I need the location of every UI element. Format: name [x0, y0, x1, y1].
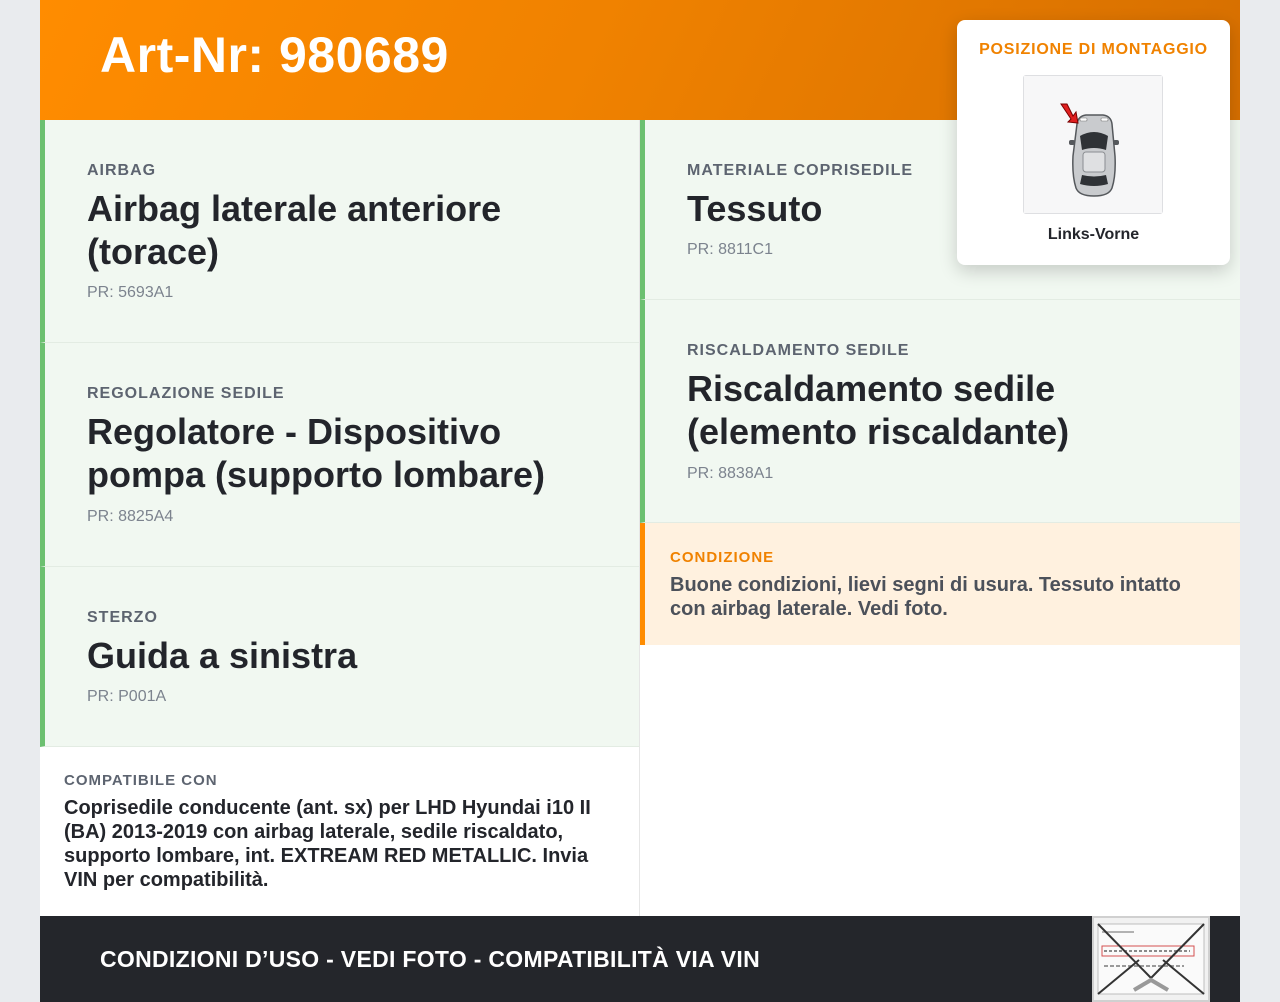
- spec-card-seat-heating: [640, 300, 1240, 523]
- spec-card-seat-adjustment: [40, 343, 639, 567]
- spec-value: Tessuto: [687, 188, 823, 229]
- article-number-title: Art-Nr: 980689: [100, 27, 449, 83]
- vehicle-document-icon[interactable]: [1092, 916, 1210, 1002]
- footer-bar: [40, 916, 1240, 1002]
- car-top-view-icon[interactable]: [1023, 75, 1163, 214]
- condition-note: [640, 523, 1240, 645]
- spec-pr-code: PR: P001A: [87, 688, 167, 705]
- spec-pr-code: PR: 5693A1: [87, 284, 174, 301]
- spec-pr-code: PR: 8811C1: [687, 241, 773, 258]
- condition-label: CONDIZIONE: [670, 549, 775, 566]
- spec-pr-code: PR: 8838A1: [687, 465, 774, 482]
- spec-value: Airbag laterale anteriore (torace): [87, 188, 502, 272]
- spec-label: RISCALDAMENTO SEDILE: [687, 342, 910, 359]
- condition-text: Buone condizioni, lievi segni di usura. Tessuto intatto con airbag laterale. Vedi foto.: [670, 574, 1181, 620]
- spec-card-steering: [40, 567, 639, 747]
- spec-label: MATERIALE COPRISEDILE: [687, 162, 914, 179]
- product-sheet: [40, 0, 1240, 1002]
- compatibility-section: [40, 747, 639, 916]
- spec-label: AIRBAG: [87, 162, 157, 179]
- mounting-position-caption: Links-Vorne: [1047, 226, 1140, 243]
- mounting-position-title: POSIZIONE DI MONTAGGIO: [979, 41, 1208, 58]
- spec-value: Riscaldamento sedile (elemento riscaldante): [687, 368, 1070, 452]
- spec-value: Guida a sinistra: [87, 635, 358, 676]
- spec-label: STERZO: [87, 609, 158, 626]
- footer-text: CONDIZIONI D’USO - VEDI FOTO - COMPATIBILITÀ VIA VIN: [100, 946, 761, 972]
- compatibility-text: Coprisedile conducente (ant. sx) per LHD Hyundai i10 II (BA) 2013-2019 con airbag laterale, sedile riscaldato, supporto lombare, int. EXTREAM RED METALLIC. Invia VIN per compatibilità.: [64, 797, 591, 891]
- spec-pr-code: PR: 8825A4: [87, 508, 174, 525]
- compatibility-label: COMPATIBILE CON: [64, 772, 218, 789]
- spec-label: REGOLAZIONE SEDILE: [87, 385, 285, 402]
- mounting-position-card: [957, 20, 1230, 265]
- spec-card-airbag: [40, 120, 639, 343]
- spec-value: Regolatore - Dispositivo pompa (supporto lombare): [87, 411, 545, 495]
